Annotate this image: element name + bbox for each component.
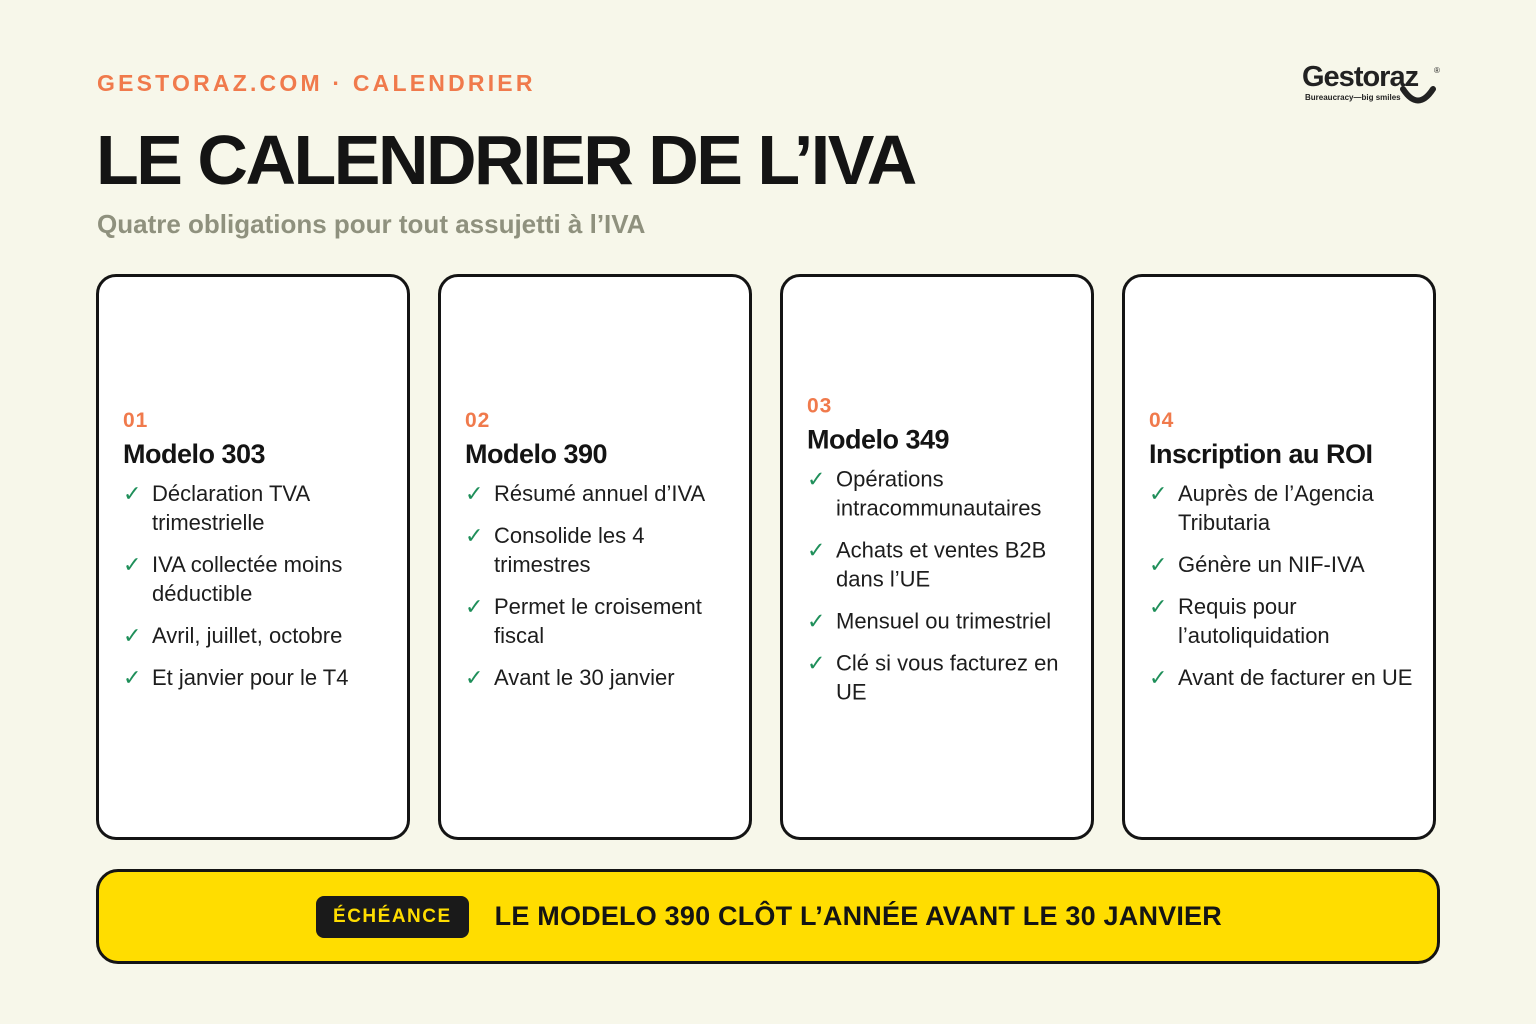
card-inscription-roi: [1122, 274, 1436, 840]
check-icon: ✓: [1149, 481, 1168, 506]
list-item-text: Déclaration TVA trimestrielle: [152, 481, 309, 535]
logo-wordmark: Gestoraz: [1302, 61, 1419, 93]
list-item-text: Achats et ventes B2B dans l’UE: [836, 537, 1047, 592]
list-item: [1149, 479, 1419, 537]
check-icon: ✓: [807, 537, 826, 563]
list-item-text: Mensuel ou trimestriel: [836, 608, 1052, 634]
page-subtitle: Quatre obligations pour tout assujetti à l’IVA: [97, 209, 646, 239]
list-item: [807, 649, 1077, 707]
check-icon: ✓: [1149, 552, 1168, 577]
list-item-text: Avant de facturer en UE: [1178, 665, 1413, 690]
list-item: [123, 550, 393, 608]
card-title: Modelo 349: [807, 424, 950, 455]
logo-registered-mark: ®: [1434, 66, 1440, 75]
list-item: [807, 536, 1077, 594]
list-item-text: Génère un NIF-IVA: [1178, 552, 1365, 577]
list-item: [1149, 592, 1419, 650]
list-item-text: Avril, juillet, octobre: [152, 623, 343, 648]
card-number: 02: [465, 409, 491, 432]
check-icon: ✓: [465, 665, 484, 690]
list-item: [807, 607, 1077, 636]
card-title: Modelo 303: [123, 439, 266, 469]
list-item: [123, 663, 393, 692]
list-item: [465, 663, 735, 692]
list-item-text: Opérations intracommunautaires: [836, 466, 1042, 521]
deadline-badge: ÉCHÉANCE: [316, 896, 469, 938]
check-icon: ✓: [1149, 594, 1168, 619]
list-item-text: Permet le croisement fiscal: [494, 594, 702, 648]
card-title: Inscription au ROI: [1149, 439, 1373, 469]
check-icon: ✓: [807, 608, 826, 634]
list-item-text: IVA collectée moins déductible: [152, 552, 343, 606]
list-item-text: Auprès de l’Agencia Tributaria: [1178, 481, 1374, 535]
check-icon: ✓: [1149, 665, 1168, 690]
card-title: Modelo 390: [465, 439, 608, 469]
list-item: [1149, 550, 1419, 579]
check-icon: ✓: [807, 466, 826, 492]
list-item: [807, 465, 1077, 523]
smile-icon: [1400, 86, 1436, 106]
card-modelo-390: [438, 274, 752, 840]
list-item: [465, 592, 735, 650]
card-number: 01: [123, 409, 149, 432]
list-item-text: Et janvier pour le T4: [152, 665, 349, 690]
eyebrow-label: GESTORAZ.COM · CALENDRIER: [97, 70, 536, 96]
list-item-text: Résumé annuel d’IVA: [494, 481, 706, 506]
card-checklist: [807, 465, 1077, 707]
list-item-text: Clé si vous facturez en UE: [836, 650, 1059, 705]
card-checklist: [465, 479, 735, 692]
deadline-text: LE MODELO 390 CLÔT L’ANNÉE AVANT LE 30 JANVIER: [494, 901, 1222, 931]
card-checklist: [123, 479, 393, 692]
check-icon: ✓: [465, 481, 484, 506]
card-modelo-303: [96, 274, 410, 840]
deadline-banner: [96, 869, 1440, 964]
logo-tagline: Bureaucracy—big smiles: [1305, 93, 1401, 102]
list-item-text: Requis pour l’autoliquidation: [1178, 594, 1330, 648]
list-item: [465, 479, 735, 508]
list-item: [1149, 663, 1419, 692]
check-icon: ✓: [465, 523, 484, 548]
list-item-text: Avant le 30 janvier: [494, 665, 675, 690]
check-icon: ✓: [123, 481, 142, 506]
card-checklist: [1149, 479, 1419, 692]
check-icon: ✓: [123, 552, 142, 577]
check-icon: ✓: [123, 623, 142, 648]
check-icon: ✓: [807, 650, 826, 676]
page-title: LE CALENDRIER DE L’IVA: [96, 121, 915, 199]
check-icon: ✓: [465, 594, 484, 619]
card-number: 04: [1149, 409, 1175, 432]
list-item: [123, 621, 393, 650]
list-item: [123, 479, 393, 537]
check-icon: ✓: [123, 665, 142, 690]
list-item: [465, 521, 735, 579]
list-item-text: Consolide les 4 trimestres: [494, 523, 645, 577]
gestoraz-logo: [1300, 60, 1442, 108]
card-modelo-349: [780, 274, 1094, 840]
card-number: 03: [807, 394, 833, 418]
